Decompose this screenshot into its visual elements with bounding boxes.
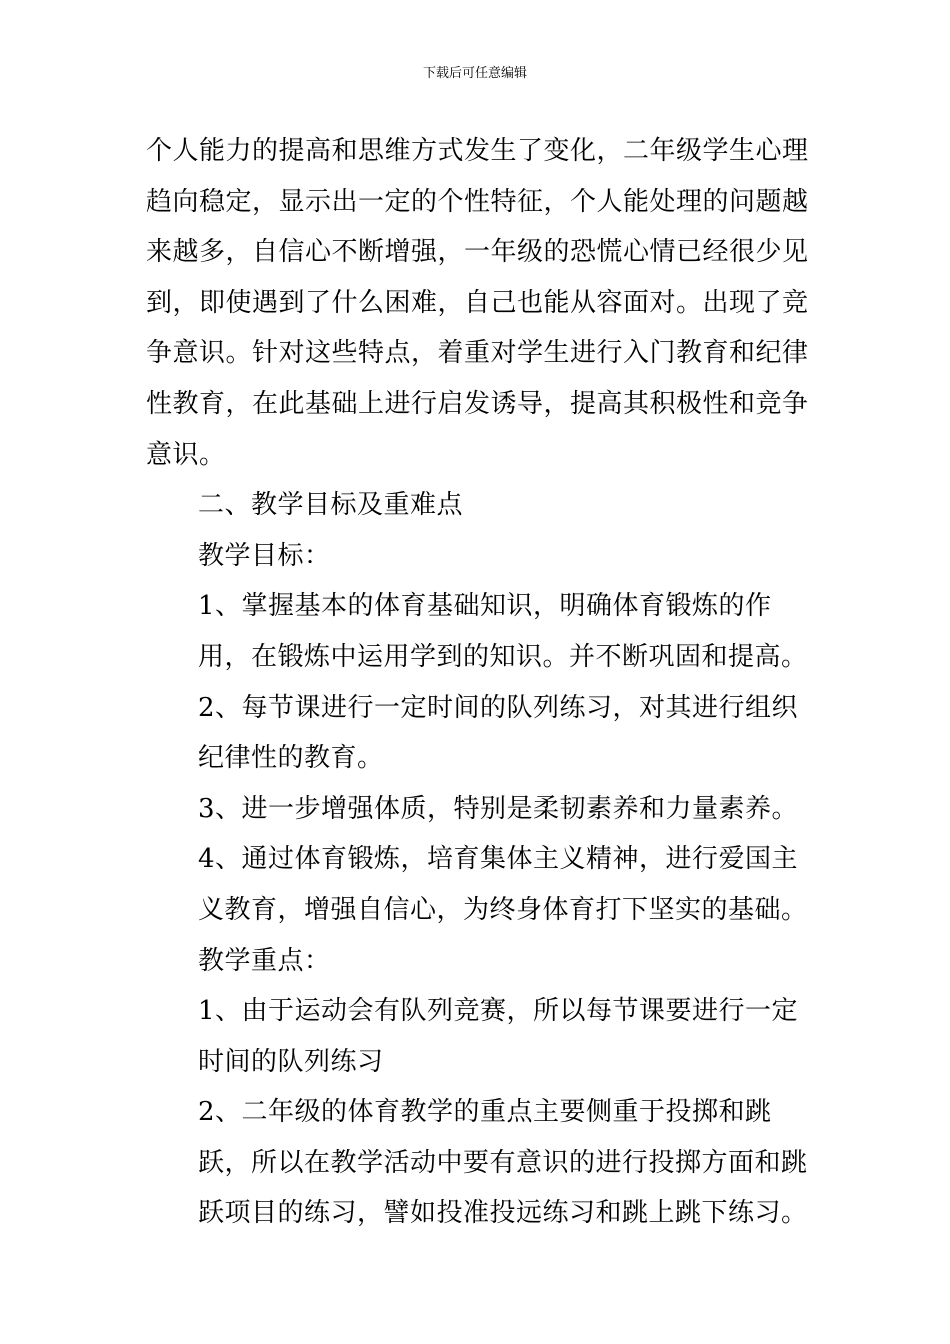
goal-item-1: 1、掌握基本的体育基础知识，明确体育锻炼的作用，在锻炼中运用学到的知识。并不断巩固和提高。 (198, 591, 808, 672)
goal-item-2: 2、每节课进行一定时间的队列练习，对其进行组织纪律性的教育。 (198, 692, 799, 774)
subheading-teaching-focus: 教学重点： (198, 945, 331, 976)
goal-item-3: 3、进一步增强体质，特别是柔韧素养和力量素养。 (198, 793, 799, 824)
document-body (146, 126, 810, 1239)
goal-item-4: 4、通过体育锻炼，培育集体主义精神，进行爱国主义教育，增强自信心，为终身体育打下坚实的基础。 (198, 844, 808, 925)
page-header-note: 下载后可任意编辑 (422, 66, 527, 81)
paragraph-student-analysis: 个人能力的提高和思维方式发生了变化，二年级学生心理趋向稳定，显示出一定的个性特征，个人能处理的问题越来越多，自信心不断增强，一年级的恐慌心情已经很少见到，即使遇到了什么困难，自己也能从容面对。出现了竞争意识。针对这些特点，着重对学生进行入门教育和纪律性教育，在此基础上进行启发诱导，提高其积极性和竞争意识。 (146, 136, 809, 470)
focus-item-2: 2、二年级的体育教学的重点主要侧重于投掷和跳跃，所以在教学活动中要有意识的进行投掷方面和跳跃项目的练习，譬如投准投远练习和跳上跳下练习。 (198, 1097, 808, 1229)
heading-goals-and-difficulties: 二、教学目标及重难点 (198, 490, 464, 521)
focus-item-1: 1、由于运动会有队列竞赛，所以每节课要进行一定时间的队列练习 (198, 996, 799, 1077)
subheading-teaching-goals: 教学目标： (198, 540, 331, 571)
